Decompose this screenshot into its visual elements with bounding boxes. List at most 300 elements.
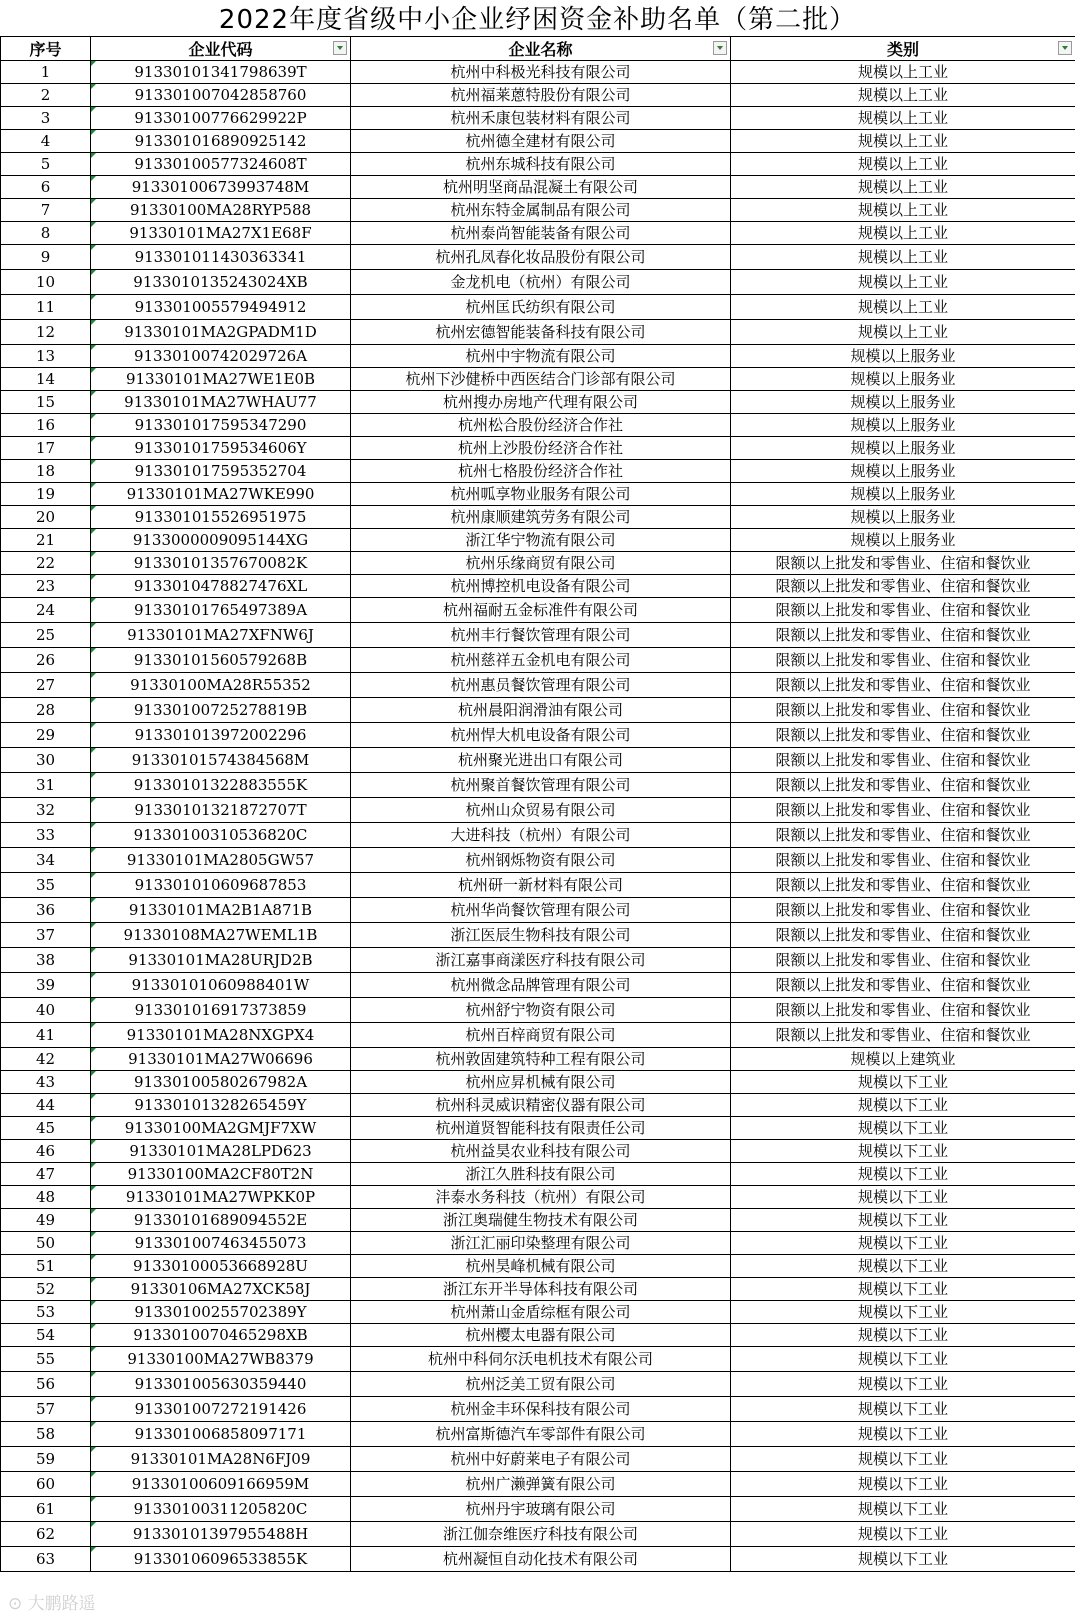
cell-category[interactable]: 规模以下工业 (731, 1422, 1075, 1447)
cell-code[interactable]: 91330101574384568M (91, 748, 351, 773)
cell-category[interactable]: 规模以下工业 (731, 1232, 1075, 1255)
error-indicator-icon (91, 1278, 96, 1283)
cell-no[interactable]: 58 (1, 1422, 91, 1447)
cell-no[interactable]: 47 (1, 1163, 91, 1186)
cell-no[interactable]: 1 (1, 61, 91, 84)
cell-name[interactable]: 杭州福莱蒽特股份有限公司 (351, 84, 731, 107)
cell-name[interactable]: 浙江嘉事商漾医疗科技有限公司 (351, 948, 731, 973)
cell-name[interactable]: 杭州聚光进出口有限公司 (351, 748, 731, 773)
cell-name[interactable]: 沣泰水务科技（杭州）有限公司 (351, 1186, 731, 1209)
cell-no[interactable]: 16 (1, 414, 91, 437)
cell-category[interactable]: 规模以下工业 (731, 1301, 1075, 1324)
cell-code[interactable]: 91330101689094552E (91, 1209, 351, 1232)
cell-category[interactable]: 规模以上服务业 (731, 460, 1075, 483)
error-indicator-icon (91, 414, 96, 419)
cell-category[interactable]: 规模以下工业 (731, 1278, 1075, 1301)
table-row (1, 460, 1075, 483)
cell-code[interactable]: 91330101MA28URJD2B (91, 948, 351, 973)
cell-name[interactable]: 浙江华宁物流有限公司 (351, 529, 731, 552)
cell-code[interactable]: 9133010135243024XB (91, 270, 351, 295)
cell-no[interactable]: 59 (1, 1447, 91, 1472)
cell-category[interactable]: 规模以上服务业 (731, 368, 1075, 391)
cell-no[interactable]: 50 (1, 1232, 91, 1255)
error-indicator-icon (91, 1372, 96, 1377)
cell-code[interactable]: 91330108MA27WEML1B (91, 923, 351, 948)
cell-name[interactable]: 浙江久胜科技有限公司 (351, 1163, 731, 1186)
cell-code[interactable]: 913301010609687853 (91, 873, 351, 898)
cell-no[interactable]: 24 (1, 598, 91, 623)
cell-code[interactable]: 91330101MA28N6FJ09 (91, 1447, 351, 1472)
table-row (1, 1117, 1075, 1140)
error-indicator-icon (91, 1140, 96, 1145)
table-row (1, 1023, 1075, 1048)
cell-name[interactable]: 浙江东开半导体科技有限公司 (351, 1278, 731, 1301)
table-row (1, 199, 1075, 222)
cell-no[interactable]: 22 (1, 552, 91, 575)
cell-category[interactable]: 规模以下工业 (731, 1163, 1075, 1186)
cell-no[interactable]: 18 (1, 460, 91, 483)
cell-no[interactable]: 3 (1, 107, 91, 130)
cell-code[interactable]: 91330101397955488H (91, 1522, 351, 1547)
cell-code[interactable]: 91330101MA28NXGPX4 (91, 1023, 351, 1048)
cell-name[interactable]: 杭州松合股份经济合作社 (351, 414, 731, 437)
error-indicator-icon (91, 623, 96, 628)
cell-code[interactable]: 91330106096533855K (91, 1547, 351, 1572)
cell-no[interactable]: 45 (1, 1117, 91, 1140)
cell-category[interactable]: 限额以上批发和零售业、住宿和餐饮业 (731, 923, 1075, 948)
cell-no[interactable]: 31 (1, 773, 91, 798)
cell-category[interactable]: 规模以上工业 (731, 320, 1075, 345)
cell-code[interactable]: 913301005579494912 (91, 295, 351, 320)
error-indicator-icon (91, 1347, 96, 1352)
cell-no[interactable]: 29 (1, 723, 91, 748)
error-indicator-icon (91, 222, 96, 227)
cell-name[interactable]: 浙江医辰生物科技有限公司 (351, 923, 731, 948)
cell-name[interactable]: 杭州应昇机械有限公司 (351, 1071, 731, 1094)
cell-no[interactable]: 54 (1, 1324, 91, 1347)
cell-code[interactable]: 91330100776629922P (91, 107, 351, 130)
cell-category[interactable]: 规模以上服务业 (731, 437, 1075, 460)
cell-no[interactable]: 42 (1, 1048, 91, 1071)
cell-no[interactable]: 51 (1, 1255, 91, 1278)
cell-category[interactable]: 规模以上工业 (731, 61, 1075, 84)
cell-no[interactable]: 2 (1, 84, 91, 107)
cell-name[interactable]: 杭州中科极光科技有限公司 (351, 61, 731, 84)
cell-no[interactable]: 9 (1, 245, 91, 270)
cell-no[interactable]: 23 (1, 575, 91, 598)
cell-code[interactable]: 91330106MA27XCK58J (91, 1278, 351, 1301)
cell-category[interactable]: 规模以下工业 (731, 1324, 1075, 1347)
header-name: 企业名称 (351, 37, 731, 61)
cell-category[interactable]: 规模以下工业 (731, 1071, 1075, 1094)
cell-category[interactable]: 规模以上工业 (731, 270, 1075, 295)
cell-code[interactable]: 9133000009095144XG (91, 529, 351, 552)
cell-code[interactable]: 91330101MA28LPD623 (91, 1140, 351, 1163)
cell-name[interactable]: 杭州金丰环保科技有限公司 (351, 1397, 731, 1422)
cell-code[interactable]: 913301015526951975 (91, 506, 351, 529)
table-row (1, 848, 1075, 873)
cell-name[interactable]: 杭州福耐五金标准件有限公司 (351, 598, 731, 623)
error-indicator-icon (91, 506, 96, 511)
error-indicator-icon (91, 84, 96, 89)
cell-name[interactable]: 杭州悍大机电设备有限公司 (351, 723, 731, 748)
cell-name[interactable]: 杭州科灵威识精密仪器有限公司 (351, 1094, 731, 1117)
cell-name[interactable]: 杭州泛美工贸有限公司 (351, 1372, 731, 1397)
table-row (1, 153, 1075, 176)
cell-no[interactable]: 33 (1, 823, 91, 848)
cell-code[interactable]: 91330101MA2B1A871B (91, 898, 351, 923)
cell-category[interactable]: 限额以上批发和零售业、住宿和餐饮业 (731, 973, 1075, 998)
cell-no[interactable]: 34 (1, 848, 91, 873)
cell-code[interactable]: 913301016917373859 (91, 998, 351, 1023)
cell-code[interactable]: 91330100053668928U (91, 1255, 351, 1278)
cell-name[interactable]: 杭州道贤智能科技有限责任公司 (351, 1117, 731, 1140)
cell-code[interactable]: 913301017595352704 (91, 460, 351, 483)
cell-no[interactable]: 14 (1, 368, 91, 391)
cell-code[interactable]: 91330101322883555K (91, 773, 351, 798)
cell-no[interactable]: 28 (1, 698, 91, 723)
cell-name[interactable]: 杭州中好蔚莱电子有限公司 (351, 1447, 731, 1472)
error-indicator-icon (91, 1301, 96, 1306)
cell-category[interactable]: 规模以上工业 (731, 199, 1075, 222)
cell-name[interactable]: 金龙机电（杭州）有限公司 (351, 270, 731, 295)
cell-category[interactable]: 规模以上建筑业 (731, 1048, 1075, 1071)
table-row (1, 798, 1075, 823)
cell-category[interactable]: 规模以上工业 (731, 295, 1075, 320)
cell-no[interactable]: 46 (1, 1140, 91, 1163)
error-indicator-icon (91, 1023, 96, 1028)
cell-name[interactable]: 杭州东特金属制品有限公司 (351, 199, 731, 222)
cell-name[interactable]: 杭州中宇物流有限公司 (351, 345, 731, 368)
cell-no[interactable]: 5 (1, 153, 91, 176)
cell-name[interactable]: 杭州聚首餐饮管理有限公司 (351, 773, 731, 798)
cell-no[interactable]: 6 (1, 176, 91, 199)
table-row (1, 506, 1075, 529)
table-row (1, 823, 1075, 848)
cell-category[interactable]: 规模以上工业 (731, 107, 1075, 130)
cell-code[interactable]: 91330100MA2GMJF7XW (91, 1117, 351, 1140)
cell-name[interactable]: 杭州昊峰机械有限公司 (351, 1255, 731, 1278)
cell-code[interactable]: 913301007463455073 (91, 1232, 351, 1255)
cell-category[interactable]: 规模以上工业 (731, 245, 1075, 270)
cell-no[interactable]: 19 (1, 483, 91, 506)
cell-no[interactable]: 36 (1, 898, 91, 923)
cell-no[interactable]: 62 (1, 1522, 91, 1547)
watermark-logo: ⊙ 大鹏路遥 (8, 1594, 96, 1614)
cell-category[interactable]: 限额以上批发和零售业、住宿和餐饮业 (731, 848, 1075, 873)
cell-category[interactable]: 限额以上批发和零售业、住宿和餐饮业 (731, 823, 1075, 848)
cell-no[interactable]: 61 (1, 1497, 91, 1522)
cell-category[interactable]: 限额以上批发和零售业、住宿和餐饮业 (731, 873, 1075, 898)
cell-name[interactable]: 杭州山众贸易有限公司 (351, 798, 731, 823)
cell-code[interactable]: 91330101357670082K (91, 552, 351, 575)
cell-name[interactable]: 杭州丹宇玻璃有限公司 (351, 1497, 731, 1522)
subsidy-table (0, 36, 1075, 1572)
cell-no[interactable]: 21 (1, 529, 91, 552)
error-indicator-icon (91, 61, 96, 66)
cell-category[interactable]: 规模以上工业 (731, 222, 1075, 245)
cell-category[interactable]: 规模以上工业 (731, 130, 1075, 153)
cell-name[interactable]: 杭州舒宁物资有限公司 (351, 998, 731, 1023)
cell-category[interactable]: 限额以上批发和零售业、住宿和餐饮业 (731, 598, 1075, 623)
table-row (1, 320, 1075, 345)
cell-name[interactable]: 杭州康顺建筑劳务有限公司 (351, 506, 731, 529)
cell-no[interactable]: 38 (1, 948, 91, 973)
error-indicator-icon (91, 648, 96, 653)
cell-name[interactable]: 杭州博控机电设备有限公司 (351, 575, 731, 598)
cell-name[interactable]: 杭州华尚餐饮管理有限公司 (351, 898, 731, 923)
error-indicator-icon (91, 1497, 96, 1502)
cell-category[interactable]: 限额以上批发和零售业、住宿和餐饮业 (731, 948, 1075, 973)
cell-category[interactable]: 限额以上批发和零售业、住宿和餐饮业 (731, 998, 1075, 1023)
error-indicator-icon (91, 873, 96, 878)
cell-code[interactable]: 91330100MA28R55352 (91, 673, 351, 698)
cell-name[interactable]: 杭州上沙股份经济合作社 (351, 437, 731, 460)
cell-category[interactable]: 限额以上批发和零售业、住宿和餐饮业 (731, 723, 1075, 748)
cell-no[interactable]: 7 (1, 199, 91, 222)
cell-code[interactable]: 91330100MA2CF80T2N (91, 1163, 351, 1186)
table-row (1, 1163, 1075, 1186)
cell-name[interactable]: 杭州广濑弹簧有限公司 (351, 1472, 731, 1497)
cell-name[interactable]: 浙江奥瑞健生物技术有限公司 (351, 1209, 731, 1232)
cell-code[interactable]: 91330101MA27WE1E0B (91, 368, 351, 391)
cell-code[interactable]: 913301006858097171 (91, 1422, 351, 1447)
cell-name[interactable]: 杭州呱享物业服务有限公司 (351, 483, 731, 506)
cell-category[interactable]: 规模以下工业 (731, 1447, 1075, 1472)
cell-no[interactable]: 41 (1, 1023, 91, 1048)
cell-code[interactable]: 9133010478827476XL (91, 575, 351, 598)
cell-code[interactable]: 91330101MA27W06696 (91, 1048, 351, 1071)
cell-no[interactable]: 44 (1, 1094, 91, 1117)
cell-category[interactable]: 规模以下工业 (731, 1140, 1075, 1163)
cell-category[interactable]: 限额以上批发和零售业、住宿和餐饮业 (731, 773, 1075, 798)
cell-name[interactable]: 杭州匡氏纺织有限公司 (351, 295, 731, 320)
cell-code[interactable]: 91330101060988401W (91, 973, 351, 998)
cell-category[interactable]: 规模以下工业 (731, 1347, 1075, 1372)
cell-category[interactable]: 限额以上批发和零售业、住宿和餐饮业 (731, 1023, 1075, 1048)
cell-no[interactable]: 53 (1, 1301, 91, 1324)
cell-name[interactable]: 杭州凝恒自动化技术有限公司 (351, 1547, 731, 1572)
cell-name[interactable]: 杭州乐缘商贸有限公司 (351, 552, 731, 575)
cell-category[interactable]: 规模以下工业 (731, 1209, 1075, 1232)
cell-no[interactable]: 37 (1, 923, 91, 948)
cell-category[interactable]: 规模以下工业 (731, 1117, 1075, 1140)
cell-category[interactable]: 限额以上批发和零售业、住宿和餐饮业 (731, 575, 1075, 598)
filter-dropdown-icon[interactable] (1058, 41, 1072, 55)
cell-name[interactable]: 杭州搜办房地产代理有限公司 (351, 391, 731, 414)
cell-code[interactable]: 91330101MA27WPKK0P (91, 1186, 351, 1209)
cell-name[interactable]: 杭州钢烁物资有限公司 (351, 848, 731, 873)
cell-category[interactable]: 规模以下工业 (731, 1522, 1075, 1547)
cell-category[interactable]: 限额以上批发和零售业、住宿和餐饮业 (731, 552, 1075, 575)
cell-no[interactable]: 48 (1, 1186, 91, 1209)
cell-name[interactable]: 杭州明坚商品混凝土有限公司 (351, 176, 731, 199)
cell-no[interactable]: 8 (1, 222, 91, 245)
error-indicator-icon (91, 345, 96, 350)
cell-name[interactable]: 大进科技（杭州）有限公司 (351, 823, 731, 848)
error-indicator-icon (91, 1447, 96, 1452)
cell-name[interactable]: 杭州禾康包装材料有限公司 (351, 107, 731, 130)
cell-code[interactable]: 91330100725278819B (91, 698, 351, 723)
cell-code[interactable]: 913301007042858760 (91, 84, 351, 107)
cell-code[interactable]: 91330101MA27WHAU77 (91, 391, 351, 414)
cell-category[interactable]: 限额以上批发和零售业、住宿和餐饮业 (731, 698, 1075, 723)
table-row (1, 923, 1075, 948)
cell-category[interactable]: 规模以下工业 (731, 1186, 1075, 1209)
cell-no[interactable]: 57 (1, 1397, 91, 1422)
table-row (1, 1071, 1075, 1094)
cell-category[interactable]: 规模以下工业 (731, 1397, 1075, 1422)
cell-no[interactable]: 15 (1, 391, 91, 414)
cell-code[interactable]: 91330101MA2805GW57 (91, 848, 351, 873)
cell-code[interactable]: 91330100MA28RYP588 (91, 199, 351, 222)
cell-code[interactable]: 91330101MA27XFNW6J (91, 623, 351, 648)
cell-category[interactable]: 规模以下工业 (731, 1094, 1075, 1117)
cell-no[interactable]: 43 (1, 1071, 91, 1094)
cell-code[interactable]: 913301011430363341 (91, 245, 351, 270)
cell-name[interactable]: 杭州富斯德汽车零部件有限公司 (351, 1422, 731, 1447)
cell-name[interactable]: 杭州慈祥五金机电有限公司 (351, 648, 731, 673)
cell-category[interactable]: 规模以上服务业 (731, 506, 1075, 529)
cell-no[interactable]: 27 (1, 673, 91, 698)
cell-no[interactable]: 56 (1, 1372, 91, 1397)
cell-name[interactable]: 杭州研一新材料有限公司 (351, 873, 731, 898)
cell-category[interactable]: 规模以上服务业 (731, 414, 1075, 437)
table-row (1, 84, 1075, 107)
cell-category[interactable]: 限额以上批发和零售业、住宿和餐饮业 (731, 648, 1075, 673)
cell-category[interactable]: 限额以上批发和零售业、住宿和餐饮业 (731, 673, 1075, 698)
cell-name[interactable]: 杭州百梓商贸有限公司 (351, 1023, 731, 1048)
error-indicator-icon (91, 391, 96, 396)
cell-code[interactable]: 91330101341798639T (91, 61, 351, 84)
cell-category[interactable]: 规模以上服务业 (731, 483, 1075, 506)
cell-code[interactable]: 913301005630359440 (91, 1372, 351, 1397)
cell-no[interactable]: 4 (1, 130, 91, 153)
cell-no[interactable]: 26 (1, 648, 91, 673)
cell-category[interactable]: 规模以上服务业 (731, 391, 1075, 414)
cell-code[interactable]: 91330101560579268B (91, 648, 351, 673)
cell-name[interactable]: 杭州宏德智能装备科技有限公司 (351, 320, 731, 345)
cell-code[interactable]: 91330100673993748M (91, 176, 351, 199)
cell-name[interactable]: 杭州樱太电器有限公司 (351, 1324, 731, 1347)
cell-category[interactable]: 规模以上工业 (731, 176, 1075, 199)
cell-no[interactable]: 55 (1, 1347, 91, 1372)
cell-no[interactable]: 32 (1, 798, 91, 823)
cell-name[interactable]: 杭州敦固建筑特种工程有限公司 (351, 1048, 731, 1071)
cell-no[interactable]: 11 (1, 295, 91, 320)
cell-no[interactable]: 52 (1, 1278, 91, 1301)
cell-no[interactable]: 35 (1, 873, 91, 898)
cell-code[interactable]: 91330101MA2GPADM1D (91, 320, 351, 345)
cell-code[interactable]: 91330100311205820C (91, 1497, 351, 1522)
cell-name[interactable]: 杭州中科伺尔沃电机技术有限公司 (351, 1347, 731, 1372)
cell-no[interactable]: 10 (1, 270, 91, 295)
cell-category[interactable]: 限额以上批发和零售业、住宿和餐饮业 (731, 898, 1075, 923)
cell-no[interactable]: 17 (1, 437, 91, 460)
cell-category[interactable]: 规模以上服务业 (731, 529, 1075, 552)
cell-category[interactable]: 规模以下工业 (731, 1372, 1075, 1397)
cell-no[interactable]: 13 (1, 345, 91, 368)
table-row (1, 1547, 1075, 1572)
cell-no[interactable]: 39 (1, 973, 91, 998)
cell-code[interactable]: 91330101MA27X1E68F (91, 222, 351, 245)
cell-code[interactable]: 91330100609166959M (91, 1472, 351, 1497)
cell-category[interactable]: 规模以上工业 (731, 84, 1075, 107)
cell-no[interactable]: 60 (1, 1472, 91, 1497)
cell-category[interactable]: 限额以上批发和零售业、住宿和餐饮业 (731, 798, 1075, 823)
cell-name[interactable]: 浙江伽奈维医疗科技有限公司 (351, 1522, 731, 1547)
cell-name[interactable]: 杭州七格股份经济合作社 (351, 460, 731, 483)
cell-code[interactable]: 91330101321872707T (91, 798, 351, 823)
filter-dropdown-icon[interactable] (713, 41, 727, 55)
cell-name[interactable]: 杭州晨阳润滑油有限公司 (351, 698, 731, 723)
error-indicator-icon (91, 673, 96, 678)
cell-category[interactable]: 规模以下工业 (731, 1497, 1075, 1522)
cell-code[interactable]: 91330100580267982A (91, 1071, 351, 1094)
cell-no[interactable]: 20 (1, 506, 91, 529)
cell-name[interactable]: 杭州惠员餐饮管理有限公司 (351, 673, 731, 698)
cell-name[interactable]: 杭州东城科技有限公司 (351, 153, 731, 176)
cell-code[interactable]: 913301016890925142 (91, 130, 351, 153)
cell-code[interactable]: 91330100MA27WB8379 (91, 1347, 351, 1372)
cell-category[interactable]: 规模以下工业 (731, 1472, 1075, 1497)
cell-name[interactable]: 杭州德全建材有限公司 (351, 130, 731, 153)
cell-name[interactable]: 浙江汇丽印染整理有限公司 (351, 1232, 731, 1255)
table-row (1, 998, 1075, 1023)
cell-no[interactable]: 12 (1, 320, 91, 345)
cell-code[interactable]: 913301013972002296 (91, 723, 351, 748)
error-indicator-icon (91, 748, 96, 753)
cell-code[interactable]: 913301007272191426 (91, 1397, 351, 1422)
cell-category[interactable]: 限额以上批发和零售业、住宿和餐饮业 (731, 748, 1075, 773)
cell-code[interactable]: 91330100742029726A (91, 345, 351, 368)
cell-name[interactable]: 杭州丰行餐饮管理有限公司 (351, 623, 731, 648)
table-row (1, 773, 1075, 798)
error-indicator-icon (91, 1048, 96, 1053)
cell-code[interactable]: 91330100255702389Y (91, 1301, 351, 1324)
cell-code[interactable]: 91330101328265459Y (91, 1094, 351, 1117)
cell-name[interactable]: 杭州微念品牌管理有限公司 (351, 973, 731, 998)
cell-code[interactable]: 91330100577324608T (91, 153, 351, 176)
cell-name[interactable]: 杭州孔凤春化妆品股份有限公司 (351, 245, 731, 270)
cell-code[interactable]: 91330101765497389A (91, 598, 351, 623)
table-row (1, 673, 1075, 698)
cell-name[interactable]: 杭州泰尚智能装备有限公司 (351, 222, 731, 245)
cell-category[interactable]: 规模以上工业 (731, 153, 1075, 176)
table-row (1, 270, 1075, 295)
filter-dropdown-icon[interactable] (333, 41, 347, 55)
cell-category[interactable]: 规模以下工业 (731, 1255, 1075, 1278)
cell-code[interactable]: 9133010070465298XB (91, 1324, 351, 1347)
cell-category[interactable]: 规模以上服务业 (731, 345, 1075, 368)
error-indicator-icon (91, 898, 96, 903)
cell-name[interactable]: 杭州益昊农业科技有限公司 (351, 1140, 731, 1163)
cell-no[interactable]: 25 (1, 623, 91, 648)
cell-code[interactable]: 91330100310536820C (91, 823, 351, 848)
cell-category[interactable]: 规模以下工业 (731, 1547, 1075, 1572)
cell-name[interactable]: 杭州萧山金盾综框有限公司 (351, 1301, 731, 1324)
cell-no[interactable]: 49 (1, 1209, 91, 1232)
cell-no[interactable]: 40 (1, 998, 91, 1023)
cell-code[interactable]: 91330101759534606Y (91, 437, 351, 460)
cell-no[interactable]: 63 (1, 1547, 91, 1572)
cell-no[interactable]: 30 (1, 748, 91, 773)
cell-code[interactable]: 91330101MA27WKE990 (91, 483, 351, 506)
cell-category[interactable]: 限额以上批发和零售业、住宿和餐饮业 (731, 623, 1075, 648)
cell-code[interactable]: 913301017595347290 (91, 414, 351, 437)
cell-name[interactable]: 杭州下沙健桥中西医结合门诊部有限公司 (351, 368, 731, 391)
table-row (1, 1094, 1075, 1117)
